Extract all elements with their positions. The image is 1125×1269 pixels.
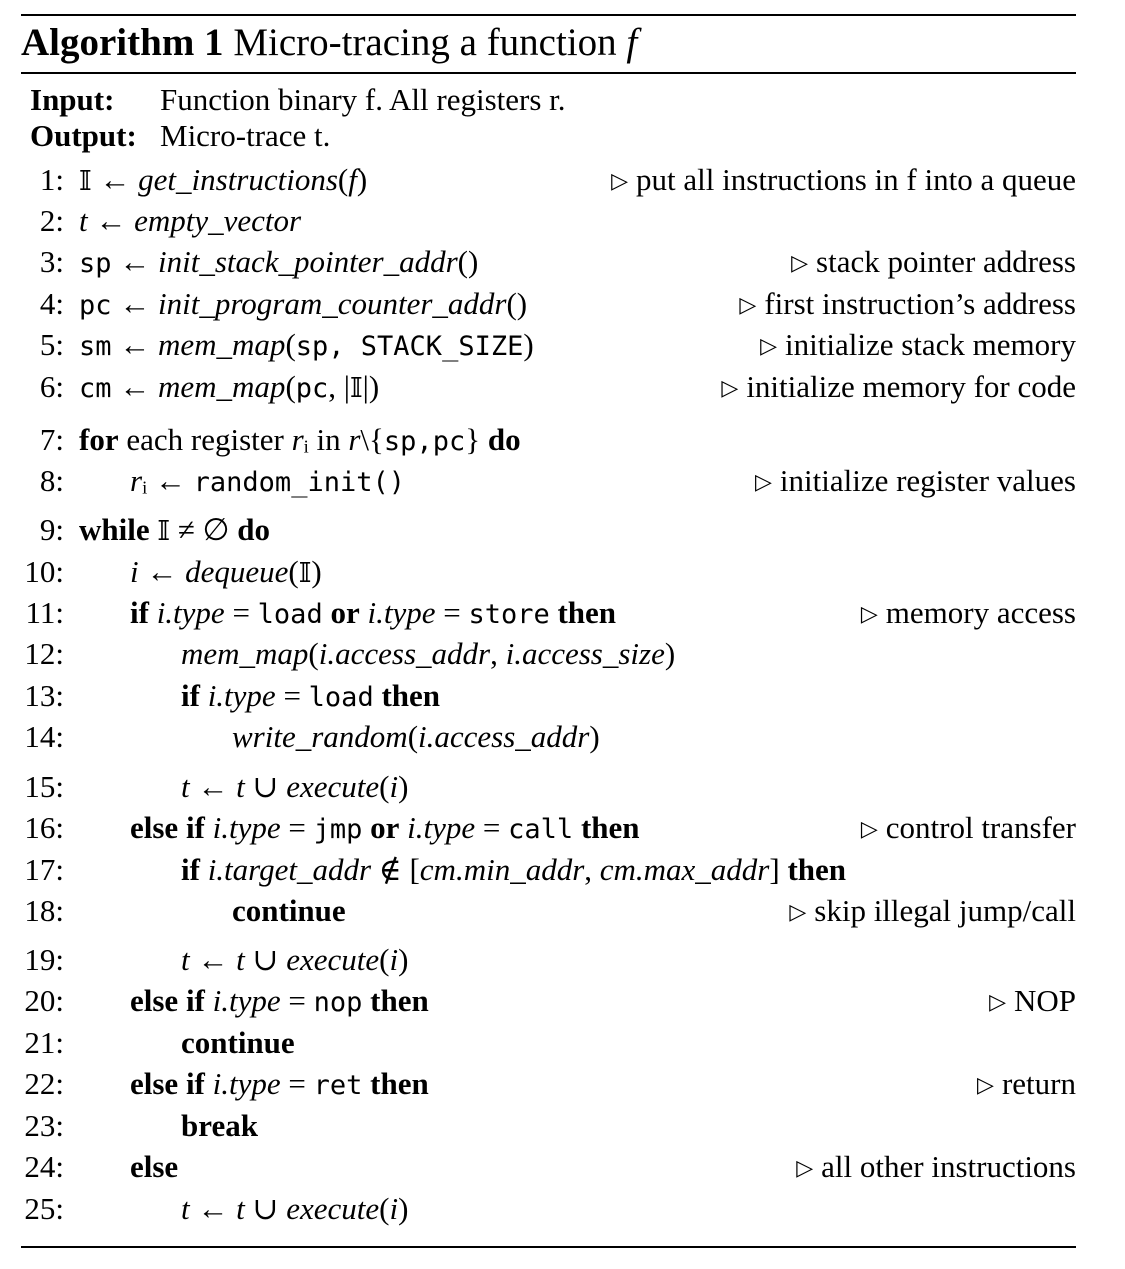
line-number: 18:	[24, 893, 64, 928]
line-code: if i.target_addr ∉ [cm.min_addr, cm.max_addr] then	[181, 852, 847, 887]
line-number: 8:	[39, 463, 64, 498]
comment-triangle-icon: ▷	[760, 333, 778, 358]
line-code: mem_map(i.access_addr, i.access_size)	[181, 636, 676, 671]
algorithm-line	[0, 593, 1125, 633]
line-number: 13:	[24, 678, 64, 713]
line-code: if i.type = load or i.type = store then	[130, 595, 617, 630]
line-code: break	[181, 1108, 258, 1143]
line-code: else	[130, 1149, 179, 1184]
line-number: 7:	[39, 422, 64, 457]
algorithm-line	[0, 242, 1125, 282]
algorithm-line	[0, 891, 1125, 931]
line-number: 22:	[24, 1066, 64, 1101]
line-number: 11:	[25, 595, 64, 630]
comment-triangle-icon: ▷	[739, 292, 757, 317]
algorithm-line	[0, 808, 1125, 848]
line-number: 6:	[39, 369, 64, 404]
algorithm-line	[0, 552, 1125, 592]
line-code: pc ← init_program_counter_addr()	[79, 286, 528, 321]
line-number: 24:	[24, 1149, 64, 1184]
algorithm-line	[0, 940, 1125, 980]
line-code: continue	[181, 1025, 295, 1060]
line-code: else if i.type = ret then	[130, 1066, 429, 1101]
line-number: 12:	[24, 636, 64, 671]
line-code: cm ← mem_map(pc, |𝕀|)	[79, 369, 380, 404]
algorithm-line	[0, 510, 1125, 550]
output-line	[30, 118, 330, 154]
line-number: 9:	[39, 512, 64, 547]
algorithm-line	[0, 1147, 1125, 1187]
line-number: 4:	[39, 286, 64, 321]
line-number: 1:	[39, 162, 64, 197]
comment-triangle-icon: ▷	[721, 375, 739, 400]
algorithm-line	[0, 461, 1125, 501]
line-code: t ← t ∪ execute(i)	[181, 1191, 409, 1226]
algorithm-line	[0, 850, 1125, 890]
algorithm-line	[0, 367, 1125, 407]
line-number: 19:	[24, 942, 64, 977]
line-number: 5:	[39, 327, 64, 362]
line-number: 3:	[39, 244, 64, 279]
algorithm-line	[0, 634, 1125, 674]
line-comment: ▷ initialize stack memory	[760, 327, 1076, 362]
algorithm-line	[0, 201, 1125, 241]
algorithm-line	[0, 1189, 1125, 1229]
line-code: rᵢ ← random_init()	[130, 463, 405, 498]
line-number: 16:	[24, 810, 64, 845]
algorithm-line	[0, 981, 1125, 1021]
line-code: sp ← init_stack_pointer_addr()	[79, 244, 479, 279]
line-comment: ▷ NOP	[989, 983, 1076, 1018]
algorithm-caption: Micro-tracing a function	[233, 21, 617, 64]
line-number: 21:	[24, 1025, 64, 1060]
line-comment: ▷ control transfer	[860, 810, 1076, 845]
comment-triangle-icon: ▷	[977, 1072, 994, 1097]
line-number: 15:	[24, 769, 64, 804]
line-number: 14:	[24, 719, 64, 754]
line-code: else if i.type = nop then	[130, 983, 429, 1018]
line-code: else if i.type = jmp or i.type = call then	[130, 810, 640, 845]
algorithm-line	[0, 767, 1125, 807]
line-comment: ▷ all other instructions	[796, 1149, 1076, 1184]
line-number: 17:	[24, 852, 64, 887]
line-code: sm ← mem_map(sp, STACK_SIZE)	[79, 327, 534, 362]
algorithm-line	[0, 1023, 1125, 1063]
line-code: t ← t ∪ execute(i)	[181, 942, 409, 977]
line-number: 20:	[24, 983, 64, 1018]
comment-triangle-icon: ▷	[754, 469, 772, 494]
line-code: i ← dequeue(𝕀)	[130, 554, 322, 589]
line-number: 2:	[39, 203, 64, 238]
line-code: if i.type = load then	[181, 678, 441, 713]
output-key: Output:	[30, 118, 137, 153]
line-code: write_random(i.access_addr)	[232, 719, 600, 754]
comment-triangle-icon: ▷	[789, 899, 807, 924]
comment-triangle-icon: ▷	[989, 989, 1006, 1014]
line-comment: ▷ return	[977, 1066, 1076, 1101]
line-code: for each register rᵢ in r\{sp,pc} do	[79, 422, 521, 457]
algorithm-caption-var: f	[626, 21, 638, 64]
line-comment: ▷ stack pointer address	[791, 244, 1076, 279]
input-line	[30, 82, 566, 118]
algorithm-line	[0, 1106, 1125, 1146]
bottom-rule	[21, 1246, 1076, 1248]
line-code: t ← empty_vector	[79, 203, 302, 238]
algorithm-line	[0, 325, 1125, 365]
line-comment: ▷ memory access	[860, 595, 1076, 630]
algorithm-line	[0, 676, 1125, 716]
top-rule	[21, 14, 1076, 16]
output-text: Micro-trace t.	[160, 118, 331, 153]
comment-triangle-icon: ▷	[791, 250, 809, 275]
line-comment: ▷ put all instructions in f into a queue	[611, 162, 1076, 197]
input-key: Input:	[30, 82, 115, 117]
algorithm-line	[0, 160, 1125, 200]
line-code: t ← t ∪ execute(i)	[181, 769, 409, 804]
algorithm-line	[0, 1064, 1125, 1104]
comment-triangle-icon: ▷	[860, 816, 878, 841]
comment-triangle-icon: ▷	[860, 601, 878, 626]
algorithm-title	[21, 20, 637, 66]
algorithm-line	[0, 420, 1125, 460]
line-comment: ▷ first instruction’s address	[739, 286, 1076, 321]
title-rule	[21, 72, 1076, 74]
line-code: while 𝕀 ≠ ∅ do	[79, 512, 271, 547]
line-number: 25:	[24, 1191, 64, 1226]
line-code: 𝕀 ← get_instructions(f)	[79, 162, 368, 197]
input-text: Function binary f. All registers r.	[160, 82, 566, 117]
line-number: 10:	[24, 554, 64, 589]
algorithm-label: Algorithm 1	[21, 21, 224, 64]
comment-triangle-icon: ▷	[611, 168, 629, 193]
line-comment: ▷ initialize memory for code	[721, 369, 1076, 404]
line-comment: ▷ initialize register values	[754, 463, 1076, 498]
algorithm-line	[0, 284, 1125, 324]
line-comment: ▷ skip illegal jump/call	[789, 893, 1076, 928]
comment-triangle-icon: ▷	[796, 1155, 814, 1180]
line-number: 23:	[24, 1108, 64, 1143]
line-code: continue	[232, 893, 346, 928]
algorithm-line	[0, 717, 1125, 757]
